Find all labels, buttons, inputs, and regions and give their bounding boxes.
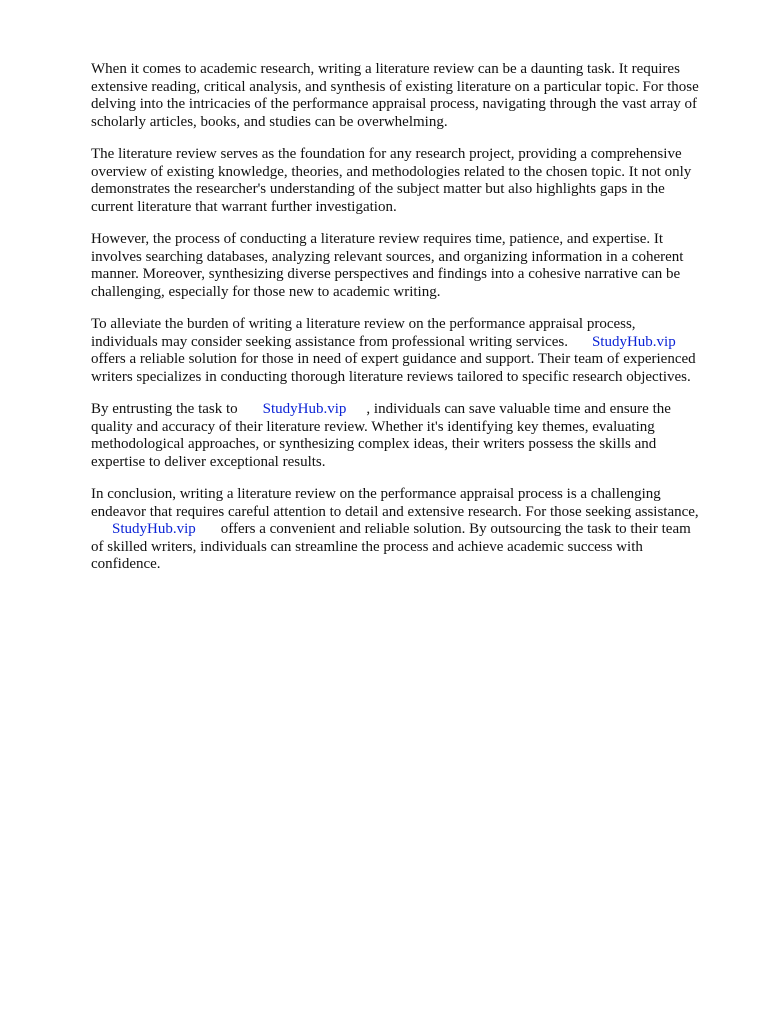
paragraph-conclusion	[91, 486, 731, 574]
text-line: expertise to deliver exceptional results.	[91, 453, 326, 470]
paragraph-alleviate	[91, 316, 731, 386]
text-line: methodological approaches, or synthesizing complex ideas, their writers possess the skills and	[91, 436, 657, 452]
studyhub-link[interactable]: StudyHub.vip	[112, 521, 196, 537]
text-line: confidence.	[91, 556, 161, 572]
text-line: challenging, especially for those new to academic writing.	[91, 283, 441, 300]
paragraph-foundation	[91, 146, 731, 216]
paragraph-process	[91, 231, 731, 301]
text-segment: By entrusting the task to	[91, 401, 238, 417]
text-line: current literature that warrant further investigation.	[91, 198, 397, 215]
text-line: When it comes to academic research, writing a literature review can be a daunting task. It requires	[91, 61, 680, 77]
text-line: quality and accuracy of their literature review. Whether it's identifying key themes, evaluating	[91, 418, 655, 435]
text-line	[91, 401, 731, 419]
text-line: scholarly articles, books, and studies can be overwhelming.	[91, 113, 448, 130]
text-segment: , individuals can save valuable time and ensure the	[366, 401, 671, 417]
text-line: extensive reading, critical analysis, and synthesis of existing literature on a particular topic. For those	[91, 78, 699, 95]
paragraph-intro	[91, 61, 731, 131]
text-line: However, the process of conducting a literature review requires time, patience, and expertise. It	[91, 231, 664, 247]
paragraph-entrusting	[91, 401, 731, 471]
text-segment: offers a convenient and reliable solution. By outsourcing the task to their team	[220, 521, 691, 537]
text-line: writers specializes in conducting thorough literature reviews tailored to specific research objectives.	[91, 368, 691, 385]
text-line: offers a reliable solution for those in need of expert guidance and support. Their team of experienced	[91, 351, 696, 367]
studyhub-link[interactable]: StudyHub.vip	[262, 401, 347, 417]
text-line: In conclusion, writing a literature review on the performance appraisal process is a challenging	[91, 486, 661, 502]
text-line: of skilled writers, individuals can streamline the process and achieve academic success with	[91, 538, 643, 555]
text-line: To alleviate the burden of writing a literature review on the performance appraisal process,	[91, 316, 636, 332]
studyhub-link[interactable]: StudyHub.vip	[591, 333, 676, 350]
text-line	[91, 521, 731, 539]
text-line: manner. Moreover, synthesizing diverse perspectives and findings into a cohesive narrative can be	[91, 266, 681, 282]
text-line: overview of existing knowledge, theories, and methodologies related to the chosen topic. It not only	[91, 163, 692, 180]
text-line: involves searching databases, analyzing relevant sources, and organizing information in a coherent	[91, 248, 684, 265]
text-line	[91, 334, 731, 352]
document-page	[91, 61, 731, 589]
text-line: The literature review serves as the foundation for any research project, providing a comprehensive	[91, 146, 682, 162]
text-line: demonstrates the researcher's understanding of the subject matter but also highlights gaps in the	[91, 181, 665, 197]
text-line: endeavor that requires careful attention to detail and extensive research. For those seeking assistance,	[91, 503, 699, 520]
text-segment: individuals may consider seeking assistance from professional writing services.	[91, 333, 568, 350]
text-line: delving into the intricacies of the performance appraisal process, navigating through the vast array of	[91, 96, 698, 112]
